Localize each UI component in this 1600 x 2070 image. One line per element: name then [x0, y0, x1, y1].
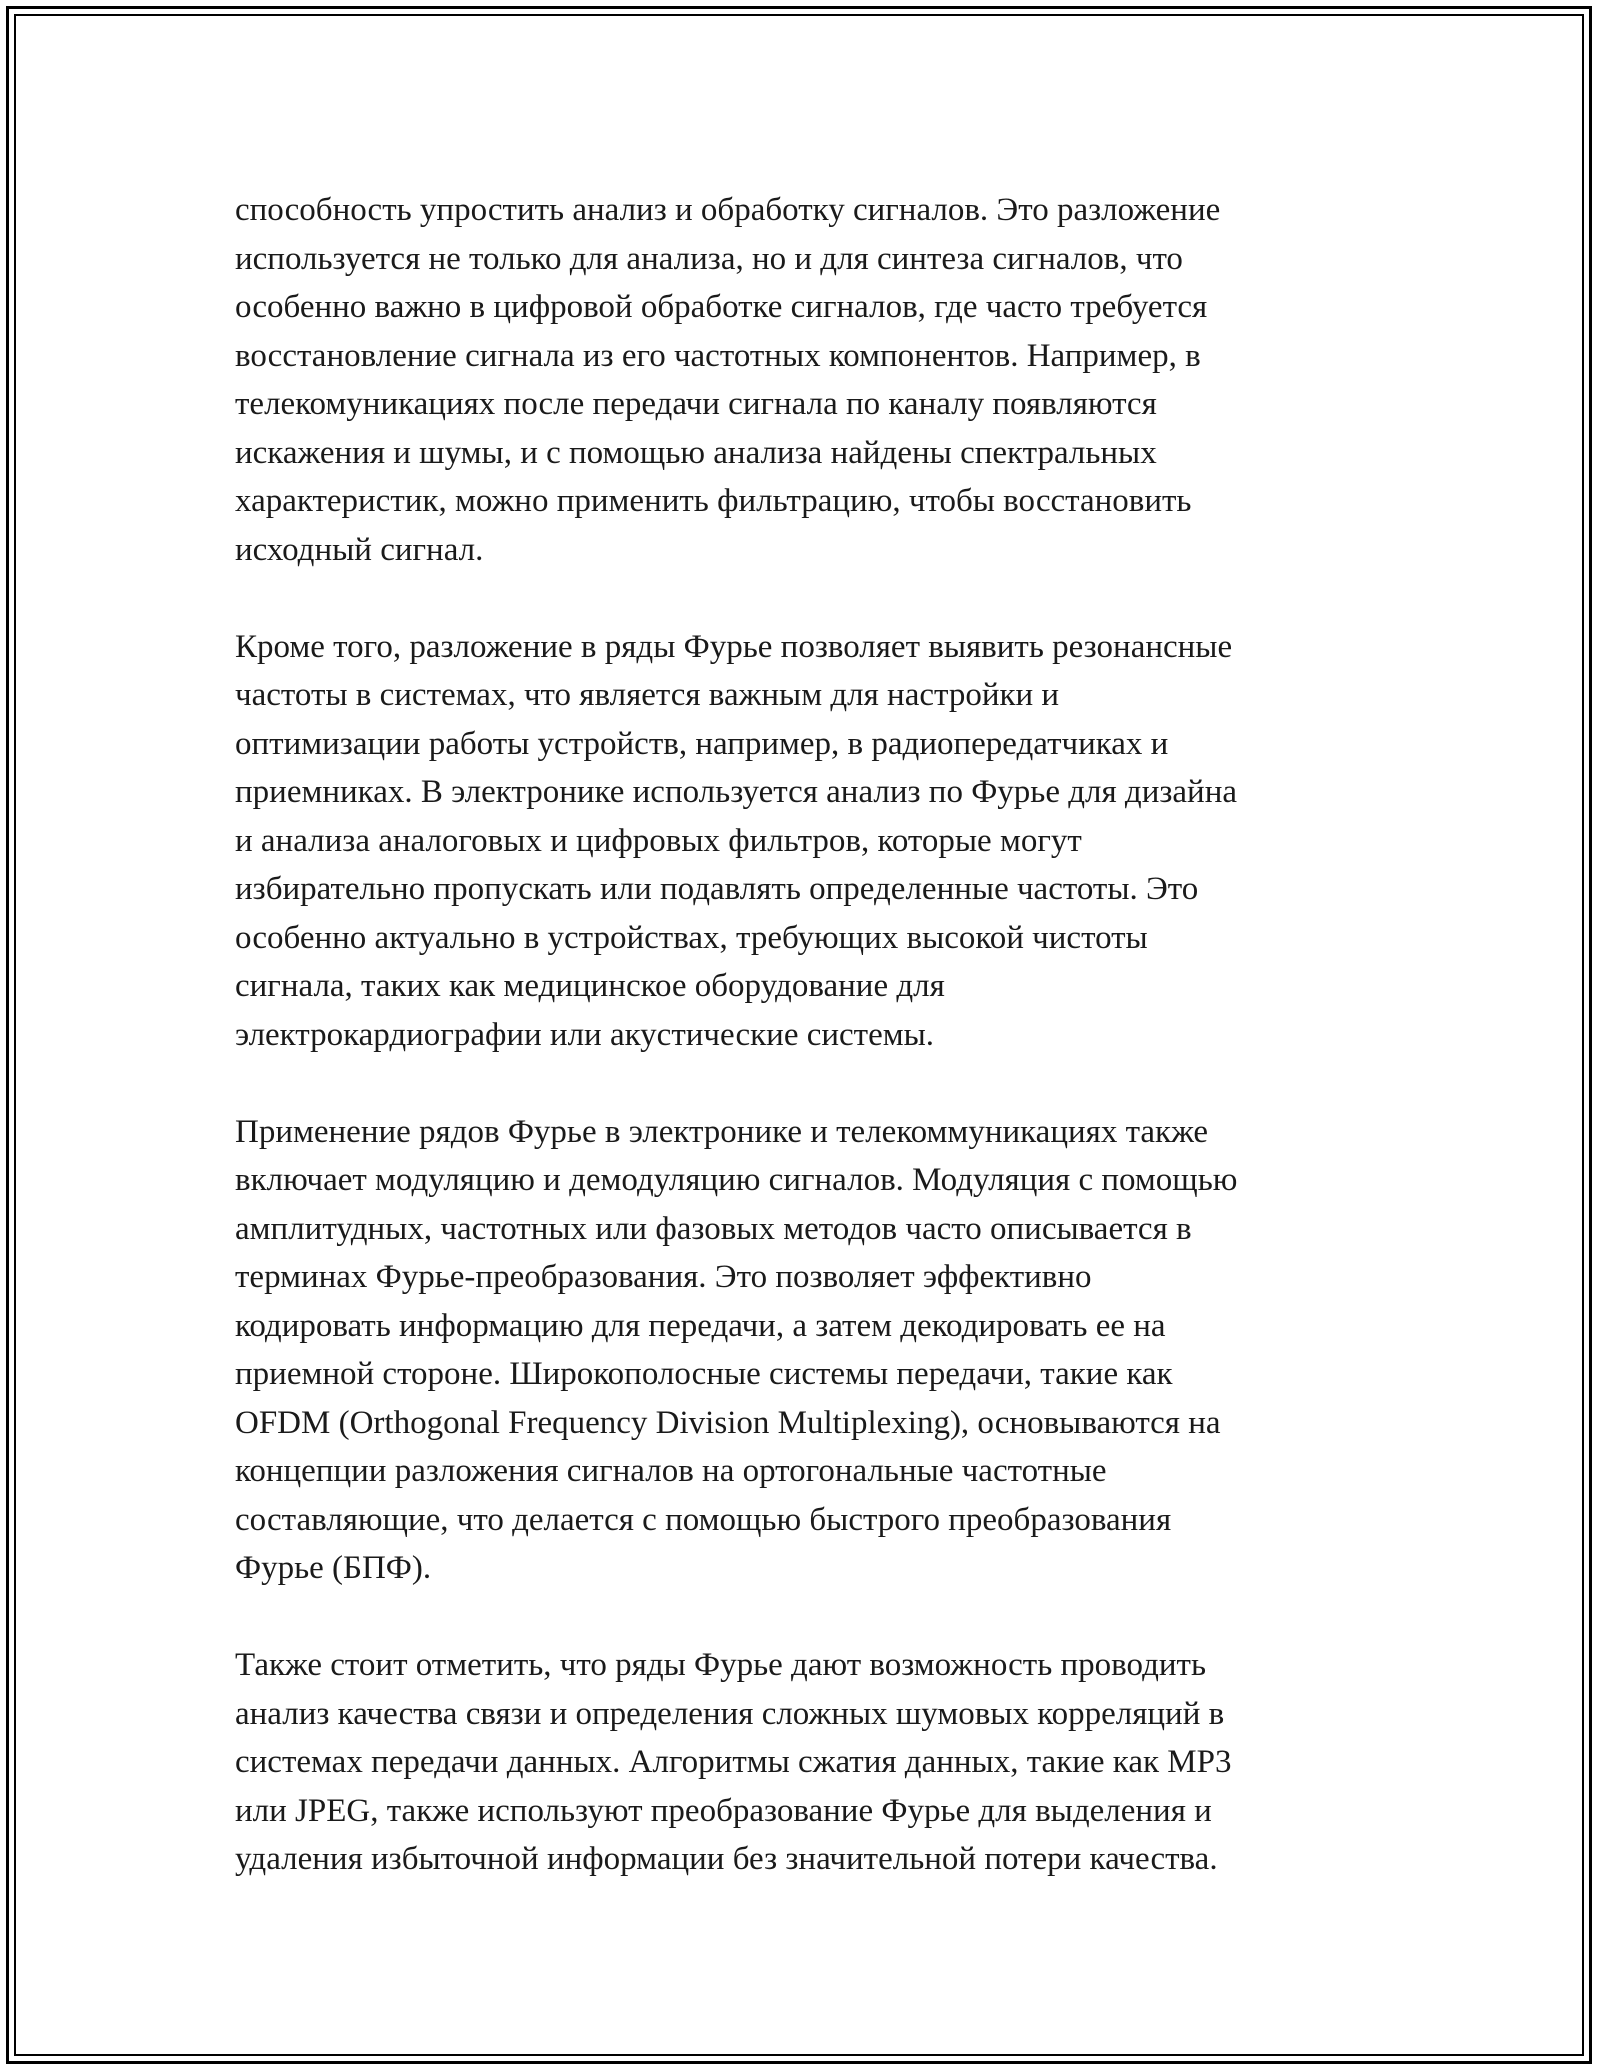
text-line: анализ качества связи и определения сложных шумовых корреляций в — [235, 1695, 1225, 1732]
text-line: приемниках. В электронике используется анализ по Фурье для дизайна — [235, 774, 1238, 810]
text-line: телекомуникациях после передачи сигнала по каналу появляются — [235, 386, 1157, 422]
text-line: искажения и шумы, и с помощью анализа найдены спектральных — [235, 434, 1157, 471]
paragraph-2 — [235, 623, 1375, 1060]
text-line: системах передачи данных. Алгоритмы сжатия данных, такие как MP3 — [235, 1744, 1232, 1780]
text-line: или JPEG, также используют преобразование Фурье для выделения и — [235, 1792, 1212, 1829]
text-line: восстановление сигнала из его частотных компонентов. Например, в — [235, 337, 1201, 374]
text-line: кодировать информацию для передачи, а затем декодировать ее на — [235, 1307, 1166, 1344]
text-line: Применение рядов Фурье в электронике и телекоммуникациях также — [235, 1113, 1209, 1150]
text-line: оптимизации работы устройств, например, в радиопередатчиках и — [235, 725, 1169, 762]
text-line: Также стоит отметить, что ряды Фурье дают возможность проводить — [235, 1647, 1207, 1683]
text-line: и анализа аналоговых и цифровых фильтров, которые могут — [235, 822, 1082, 859]
paragraph-4 — [235, 1641, 1375, 1884]
text-line: Фурье (БПФ). — [235, 1550, 432, 1586]
text-line: приемной стороне. Широкополосные системы передачи, такие как — [235, 1356, 1173, 1392]
text-line: используется не только для анализа, но и для синтеза сигналов, что — [235, 240, 1183, 277]
document-body — [235, 186, 1375, 1932]
text-line: составляющие, что делается с помощью быстрого преобразования — [235, 1501, 1172, 1538]
text-line: особенно важно в цифровой обработке сигналов, где часто требуется — [235, 289, 1208, 325]
text-line: исходный сигнал. — [235, 531, 484, 568]
text-line: способность упростить анализ и обработку сигналов. Это разложение — [235, 192, 1221, 228]
text-line: избирательно пропускать или подавлять определенные частоты. Это — [235, 871, 1199, 907]
text-line: электрокардиографии или акустические системы. — [235, 1016, 935, 1053]
text-line: Кроме того, разложение в ряды Фурье позволяет выявить резонансные — [235, 628, 1233, 665]
text-line: особенно актуально в устройствах, требующих высокой чистоты — [235, 919, 1148, 956]
text-line: OFDM (Orthogonal Frequency Division Multiplexing), основываются на — [235, 1404, 1221, 1441]
paragraph-1 — [235, 186, 1375, 574]
text-line: концепции разложения сигналов на ортогональные частотные — [235, 1453, 1107, 1489]
text-line: удаления избыточной информации без значительной потери качества. — [235, 1841, 1218, 1877]
text-line: включает модуляцию и демодуляцию сигналов. Модуляция с помощью — [235, 1162, 1238, 1198]
text-line: терминах Фурье-преобразования. Это позволяет эффективно — [235, 1259, 1092, 1295]
paragraph-3 — [235, 1108, 1375, 1593]
text-line: сигнала, таких как медицинское оборудование для — [235, 968, 945, 1004]
text-line: амплитудных, частотных или фазовых методов часто описывается в — [235, 1210, 1192, 1247]
text-line: частоты в системах, что является важным для настройки и — [235, 677, 1060, 713]
text-line: характеристик, можно применить фильтрацию, чтобы восстановить — [235, 483, 1192, 519]
